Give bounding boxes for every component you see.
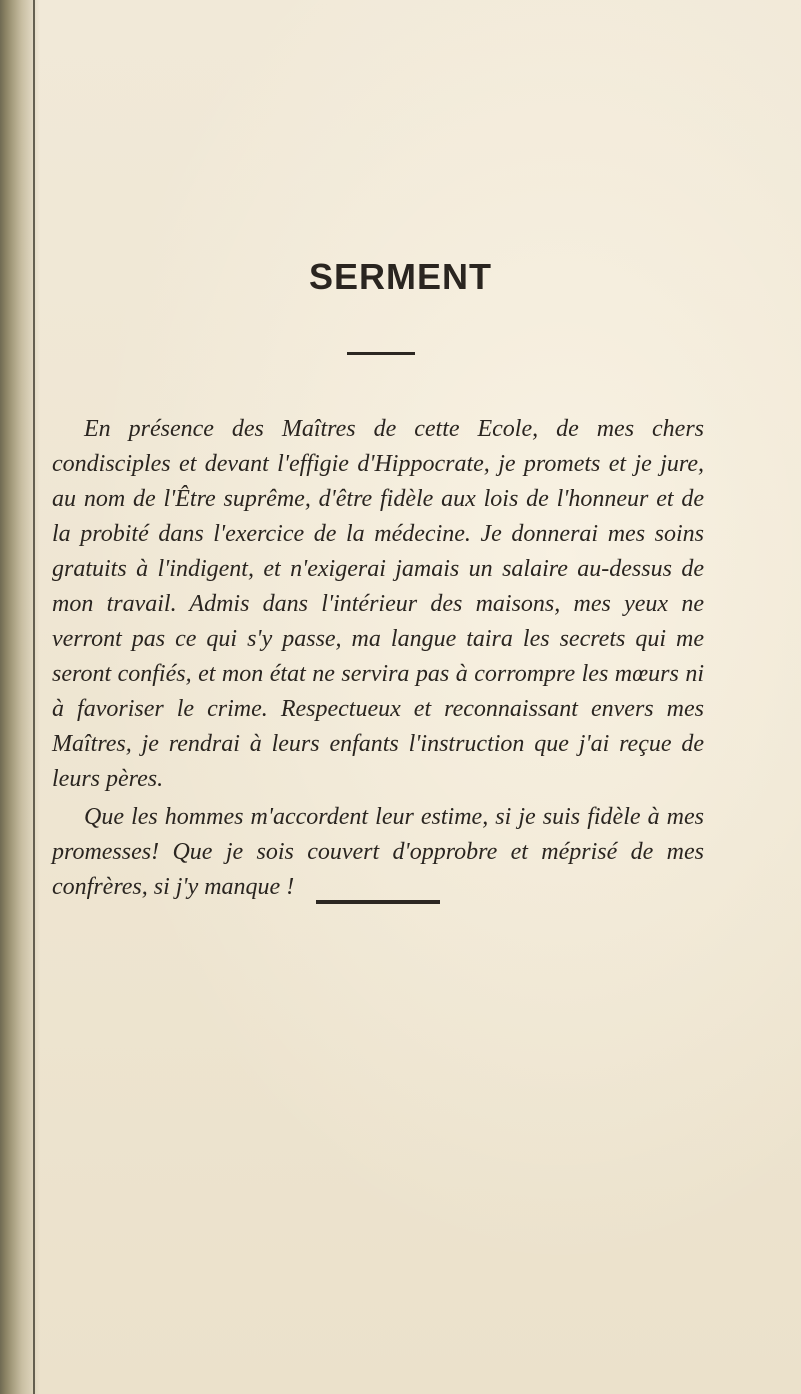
closing-divider	[316, 900, 440, 904]
document-title: SERMENT	[308, 256, 492, 297]
title-divider	[347, 352, 415, 355]
binding-line	[33, 0, 35, 1394]
oath-paragraph: Que les hommes m'accordent leur estime, si je suis fidèle à mes promesses! Que je sois couvert d'opprobre et méprisé de mes confrères, si j'y manque !	[52, 804, 704, 900]
oath-paragraph: En présence des Maîtres de cette Ecole, de mes chers condisciples et devant l'effigie d'Hippocrate, je promets et je jure, au nom de l'Être suprême, d'être fidèle aux lois de l'honneur et de la probité dans l'exercice de la médecine. Je donnerai mes soins gratuits à l'indigent, et n'exigerai jamais un salaire au-dessus de mon travail. Admis dans l'intérieur des maisons, mes yeux ne verront pas ce qui s'y passe, ma langue taira les secrets qui me seront confiés, et mon état ne servira pas à corrompre les mœurs ni à favoriser le crime. Respectueux et reconnaissant envers mes Maîtres, je rendrai à leurs enfants l'instruction que j'ai reçue de leurs pères.	[52, 416, 704, 792]
oath-text	[52, 412, 704, 905]
